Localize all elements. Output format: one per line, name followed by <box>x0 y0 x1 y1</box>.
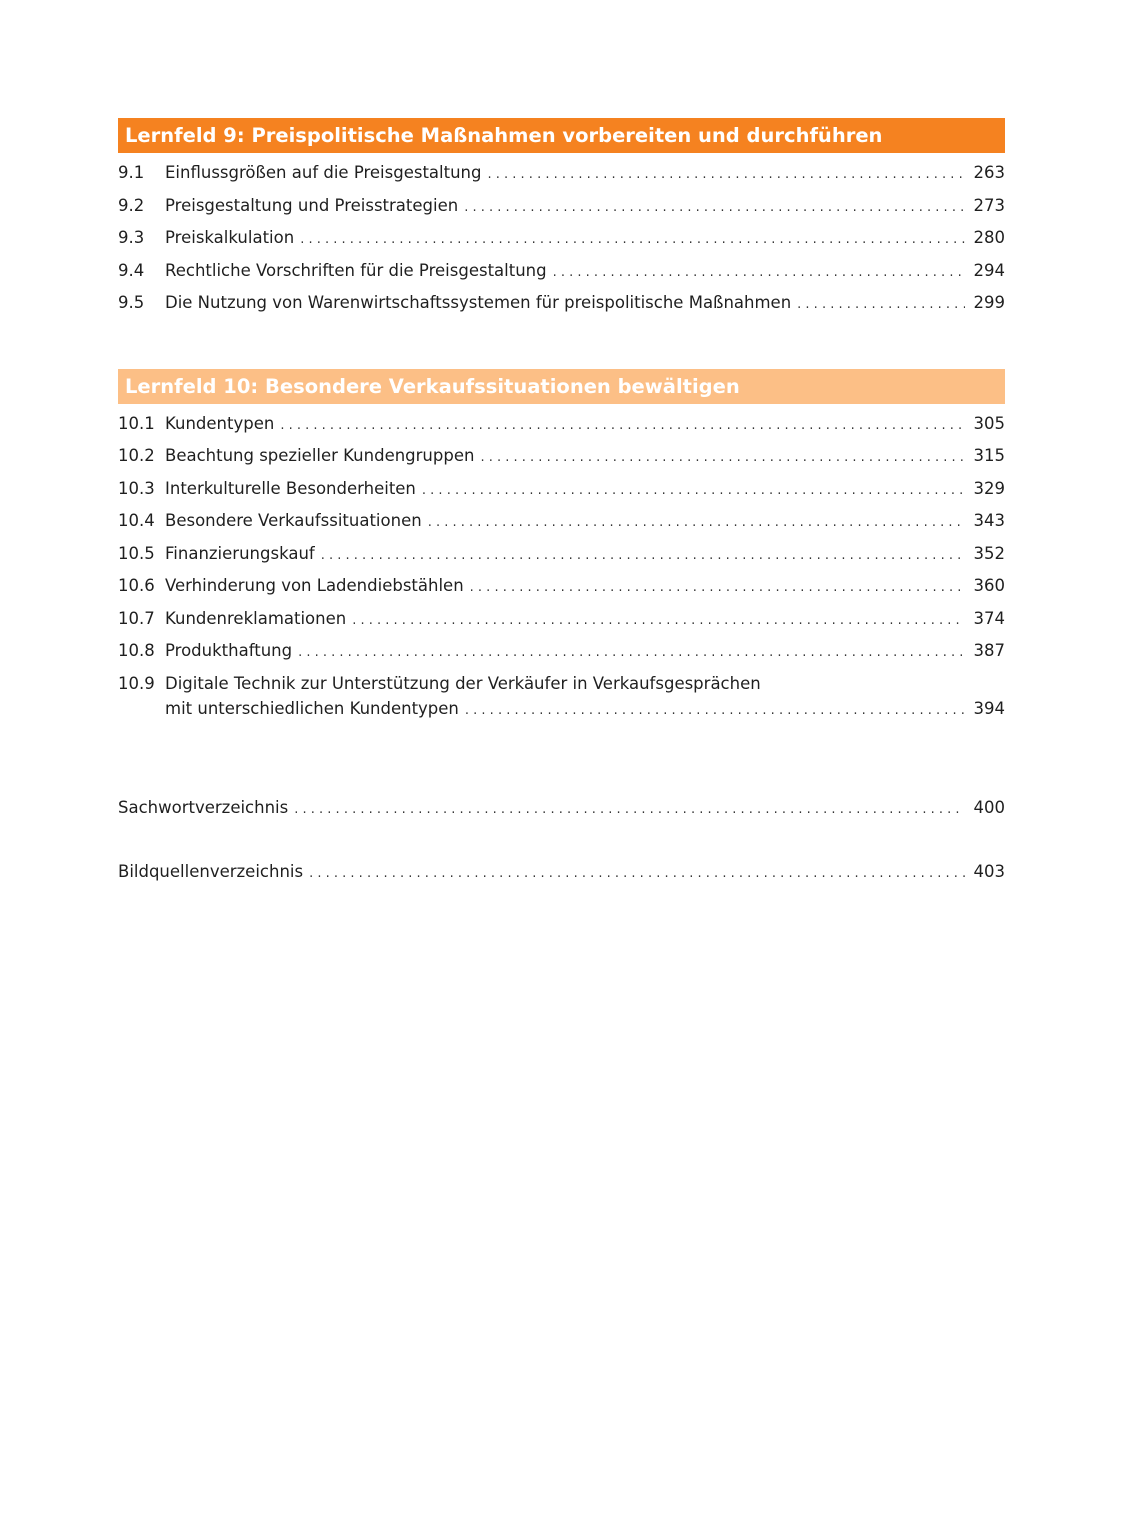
toc-entry-10-5[interactable] <box>118 538 1005 571</box>
entry-number: 10.4 <box>118 511 155 530</box>
entry-title-line-1: Digitale Technik zur Unterstützung der Verkäufer in Verkaufsgesprächen <box>165 673 761 693</box>
index-section <box>118 792 1005 889</box>
toc-entry-9-4[interactable] <box>118 255 1005 288</box>
entry-number: 9.2 <box>118 195 145 215</box>
entry-number: 9.4 <box>118 260 145 280</box>
entry-page-number: 394 <box>973 698 1005 718</box>
entry-page-number: 360 <box>973 576 1005 595</box>
toc-entry-10-1[interactable] <box>118 408 1005 441</box>
entry-page-number: 387 <box>973 641 1005 660</box>
entry-number: 10.5 <box>118 543 155 563</box>
dot-leader <box>553 257 965 290</box>
entry-title: Rechtliche Vorschriften für die Preisgestaltung <box>165 260 547 280</box>
entry-number: 10.3 <box>118 478 155 498</box>
entry-title: Bildquellenverzeichnis <box>118 862 304 881</box>
dot-leader <box>321 540 965 573</box>
entry-title: Produkthaftung <box>165 641 293 660</box>
entry-title-line-2: mit unterschiedlichen Kundentypen <box>165 698 459 718</box>
dot-leader <box>480 442 965 475</box>
toc-entry-10-3[interactable] <box>118 473 1005 506</box>
entry-number: 10.2 <box>118 446 155 465</box>
toc-entry-10-8[interactable] <box>118 635 1005 668</box>
toc-entry-bildquellenverzeichnis[interactable] <box>118 856 1005 889</box>
toc-entry-9-1[interactable] <box>118 157 1005 190</box>
toc-entry-10-2[interactable] <box>118 440 1005 473</box>
entry-number: 10.6 <box>118 576 155 595</box>
dot-leader <box>470 572 965 605</box>
toc-entry-sachwortverzeichnis[interactable] <box>118 792 1005 825</box>
entry-page-number: 343 <box>973 511 1005 530</box>
toc-entry-10-9[interactable] <box>118 668 1005 723</box>
dot-leader <box>428 507 965 540</box>
entry-number: 10.7 <box>118 608 155 628</box>
entry-title: Interkulturelle Besonderheiten <box>165 478 416 498</box>
entry-title: Beachtung spezieller Kundengruppen <box>165 446 475 465</box>
entry-page-number: 352 <box>973 543 1005 563</box>
toc-entry-10-7[interactable] <box>118 603 1005 636</box>
dot-leader <box>298 637 965 670</box>
dot-leader <box>422 475 965 508</box>
dot-leader <box>309 858 965 891</box>
entry-number: 10.9 <box>118 673 155 693</box>
toc-entry-9-5[interactable] <box>118 287 1005 320</box>
dot-leader <box>294 794 965 827</box>
table-of-contents <box>118 118 1005 889</box>
entry-page-number: 294 <box>973 260 1005 280</box>
entry-page-number: 299 <box>973 293 1005 312</box>
toc-entry-9-3[interactable] <box>118 222 1005 255</box>
dot-leader <box>465 698 965 723</box>
entry-page-number: 315 <box>973 446 1005 465</box>
entry-title: Kundenreklamationen <box>165 608 347 628</box>
lernfeld-10-section <box>118 369 1005 723</box>
dot-leader <box>352 605 965 638</box>
lernfeld-10-heading: Lernfeld 10: Besondere Verkaufssituationen bewältigen <box>118 369 1005 404</box>
dot-leader <box>300 224 965 257</box>
entry-title: Finanzierungskauf <box>165 543 315 563</box>
toc-entry-9-2[interactable] <box>118 190 1005 223</box>
entry-page-number: 305 <box>973 413 1005 433</box>
entry-page-number: 263 <box>973 163 1005 182</box>
entry-page-number: 280 <box>973 228 1005 247</box>
lernfeld-9-heading: Lernfeld 9: Preispolitische Maßnahmen vorbereiten und durchführen <box>118 118 1005 153</box>
lernfeld-9-section <box>118 118 1005 320</box>
entry-title: Verhinderung von Ladendiebstählen <box>165 576 464 595</box>
entry-page-number: 329 <box>973 478 1005 498</box>
entry-title: Sachwortverzeichnis <box>118 797 289 817</box>
dot-leader <box>797 289 965 322</box>
entry-number: 10.8 <box>118 641 155 660</box>
entry-number: 10.1 <box>118 413 155 433</box>
entry-page-number: 273 <box>973 195 1005 215</box>
entry-number: 9.1 <box>118 163 145 182</box>
dot-leader <box>280 410 965 443</box>
toc-entry-10-4[interactable] <box>118 505 1005 538</box>
entry-page-number: 374 <box>973 608 1005 628</box>
entry-title: Preisgestaltung und Preisstrategien <box>165 195 459 215</box>
dot-leader <box>464 192 965 225</box>
dot-leader <box>487 159 965 192</box>
toc-entry-10-6[interactable] <box>118 570 1005 603</box>
entry-title: Einflussgrößen auf die Preisgestaltung <box>165 163 482 182</box>
entry-number: 9.5 <box>118 293 145 312</box>
entry-title: Kundentypen <box>165 413 275 433</box>
entry-title: Preiskalkulation <box>165 228 295 247</box>
entry-number: 9.3 <box>118 228 145 247</box>
entry-page-number: 400 <box>973 797 1005 817</box>
entry-page-number: 403 <box>973 862 1005 881</box>
entry-title: Die Nutzung von Warenwirtschaftssystemen für preispolitische Maßnahmen <box>165 293 792 312</box>
entry-title: Besondere Verkaufssituationen <box>165 511 422 530</box>
